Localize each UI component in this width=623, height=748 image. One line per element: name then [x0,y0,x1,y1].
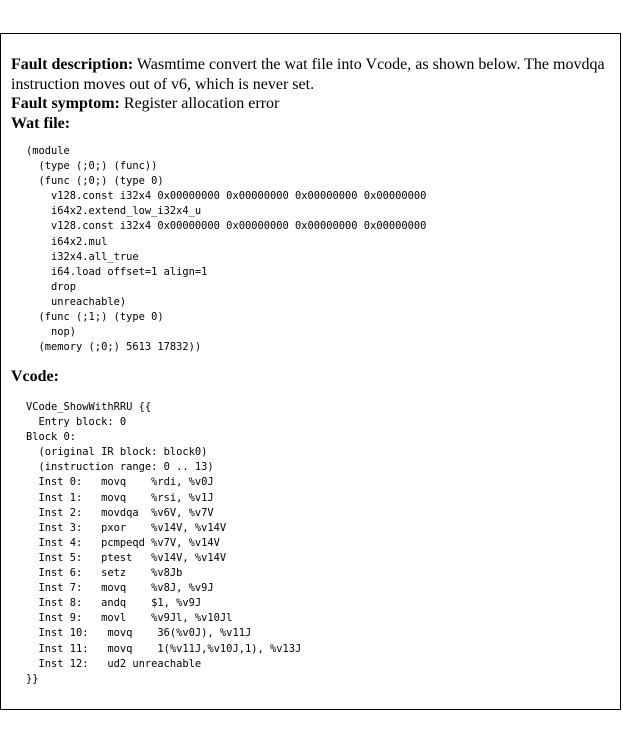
fault-symptom-label: Fault symptom: [11,95,120,112]
vcode-code-line: VCode_ShowWithRRU {{ [26,401,152,413]
vcode-code-line: Inst 10: movq 36(%v0J), %v11J [26,627,252,640]
vcode-code-line: Inst 5: ptest %v14V, %v14V [26,551,227,564]
vcode-code-line: Inst 6: setz %v8Jb [26,567,183,580]
fault-description-label: Fault description: [11,56,134,73]
fault-symptom [11,94,615,114]
vcode-code-block [26,400,301,687]
vcode-code-line: Entry block: 0 [26,416,127,429]
vcode-code-line: Inst 2: movdqa %v6V, %v7V [26,506,214,519]
vcode-code-line: Block 0: [26,431,77,444]
vcode-code-line: Inst 11: movq 1(%v11J,%v10J,1), %v13J [26,642,302,655]
wat-code-line: (func (;0;) (type 0) [26,175,164,188]
wat-heading: Wat file: [11,114,71,132]
vcode-code-line: Inst 1: movq %rsi, %v1J [26,491,214,504]
vcode-code-line: Inst 8: andq $1, %v9J [26,597,202,610]
wat-code-line: i64x2.extend_low_i32x4_u [26,205,202,218]
vcode-code-line: Inst 12: ud2 unreachable [26,657,202,670]
fault-summary [11,55,615,133]
vcode-code-line: Inst 9: movl %v9Jl, %v10Jl [26,612,233,625]
vcode-code-line: (instruction range: 0 .. 13) [26,461,214,474]
vcode-code-line: Inst 7: movq %v8J, %v9J [26,582,214,595]
vcode-code-line: Inst 4: pcmpeqd %v7V, %v14V [26,536,220,549]
wat-code-line: (type (;0;) (func)) [26,160,158,173]
wat-code-line: nop) [26,326,77,339]
vcode-code-line: Inst 3: pxor %v14V, %v14V [26,521,227,534]
wat-code-line: drop [26,280,77,293]
wat-code-line: (module [26,145,70,157]
wat-code-line: (func (;1;) (type 0) [26,311,164,324]
fault-description-text: Wasmtime convert the wat file into Vcode, as shown below. The movdqa instruction moves out of v6, which is never set. [11,56,605,93]
vcode-code-line: (original IR block: block0) [26,446,208,459]
vcode-heading: Vcode: [11,368,59,385]
wat-code-block [26,144,426,355]
wat-code-line: v128.const i32x4 0x00000000 0x00000000 0x00000000 0x00000000 [26,190,427,203]
vcode-code-line: }} [26,672,39,685]
wat-code-line: (memory (;0;) 5613 17832)) [26,341,202,354]
fault-symptom-text: Register allocation error [119,95,280,112]
fault-description [11,55,615,94]
vcode-code-line: Inst 0: movq %rdi, %v0J [26,476,214,489]
wat-code-line: i64.load offset=1 align=1 [26,265,208,278]
wat-code-line: i64x2.mul [26,235,108,248]
wat-code-line: v128.const i32x4 0x00000000 0x00000000 0x00000000 0x00000000 [26,220,427,233]
wat-code-line: unreachable) [26,295,127,308]
wat-code-line: i32x4.all_true [26,250,139,263]
